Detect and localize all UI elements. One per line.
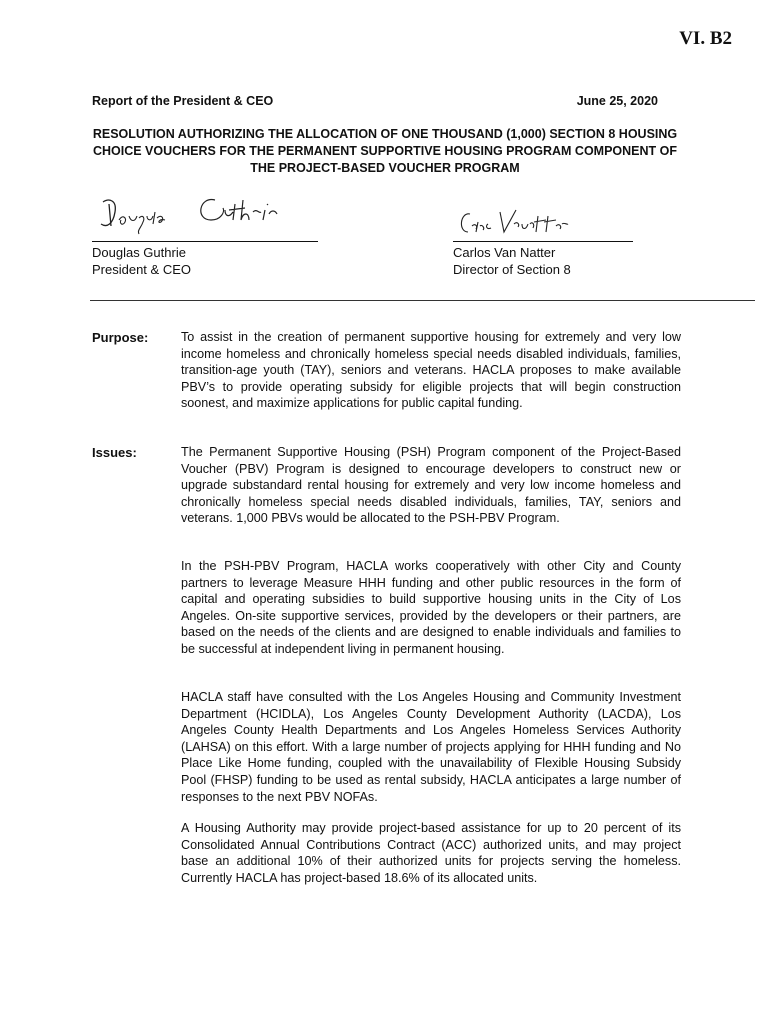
signature-line bbox=[92, 241, 318, 242]
purpose-label: Purpose: bbox=[92, 330, 149, 345]
issues-paragraph: A Housing Authority may provide project-based assistance for up to 20 percent of its Consolidated Annual Contributions Contract (ACC) authorized units, and may project base an additional 10% of their authorized units for projects serving the homeless. Currently HACLA has project-based 18.6% of its allocated units. bbox=[181, 821, 681, 885]
signature-line bbox=[453, 241, 633, 242]
signer-title: President & CEO bbox=[92, 262, 191, 277]
issues-paragraph: The Permanent Supportive Housing (PSH) Program component of the Project-Based Voucher (PBV) Program is designed to encourage developers to construct new or upgrade substandard rental housing for extremely and very low income homeless and chronically homeless special needs disabled individuals, families, TAY, seniors and veterans. 1,000 PBVs would be allocated to the PSH-PBV Program. bbox=[181, 445, 681, 526]
report-date: June 25, 2020 bbox=[576, 94, 658, 108]
issues-paragraph: In the PSH-PBV Program, HACLA works cooperatively with other City and County partners to leverage Measure HHH funding and other public resources in the form of capital and operating subsidies to build supportive housing units in the City of Los Angeles. On-site supportive services, provided by the developers or their partners, are based on the needs of the clients and are designed to enable individuals and families to be successful at independent living in permanent housing. bbox=[181, 559, 681, 656]
page-reference: VI. B2 bbox=[679, 28, 732, 49]
signature-carlos-van-natter bbox=[456, 206, 576, 242]
issues-label: Issues: bbox=[92, 445, 137, 460]
issues-paragraph: HACLA staff have consulted with the Los Angeles Housing and Community Investment Department (HCIDLA), Los Angeles County Development Authority (LACDA), Los Angeles County Health Departments and Los Angeles Homeless Services Authority (LAHSA) on this effort. With a large number of projects applying for HHH funding and No Place Like Home funding, coupled with the unavailability of Flexible Housing Subsidy Pool (FHSP) funding to be used as rental subsidy, HACLA anticipates a large number of responses to the next PBV NOFAs. bbox=[181, 690, 681, 804]
signature-douglas-guthrie bbox=[95, 190, 305, 236]
report-of: Report of the President & CEO bbox=[92, 94, 274, 108]
resolution-title: RESOLUTION AUTHORIZING THE ALLOCATION OF ONE THOUSAND (1,000) SECTION 8 HOUSING CHOICE VOUCHERS FOR THE PERMANENT SUPPORTIVE HOUSING PROGRAM COMPONENT OF THE PROJECT-BASED VOUCHER PROGRAM bbox=[92, 127, 678, 175]
divider bbox=[90, 300, 755, 301]
signer-name: Douglas Guthrie bbox=[92, 245, 186, 260]
purpose-text: To assist in the creation of permanent supportive housing for extremely and very low income homeless and chronically homeless special needs disabled individuals, families, transition-age youth (TAY), seniors and veterans. HACLA proposes to make available PBV’s to provide operating subsidy for eligible projects that will begin construction soonest, and maximize applications for public capital funding. bbox=[181, 330, 681, 411]
signer-title: Director of Section 8 bbox=[453, 262, 571, 277]
signer-name: Carlos Van Natter bbox=[453, 245, 556, 260]
report-header bbox=[92, 94, 658, 108]
